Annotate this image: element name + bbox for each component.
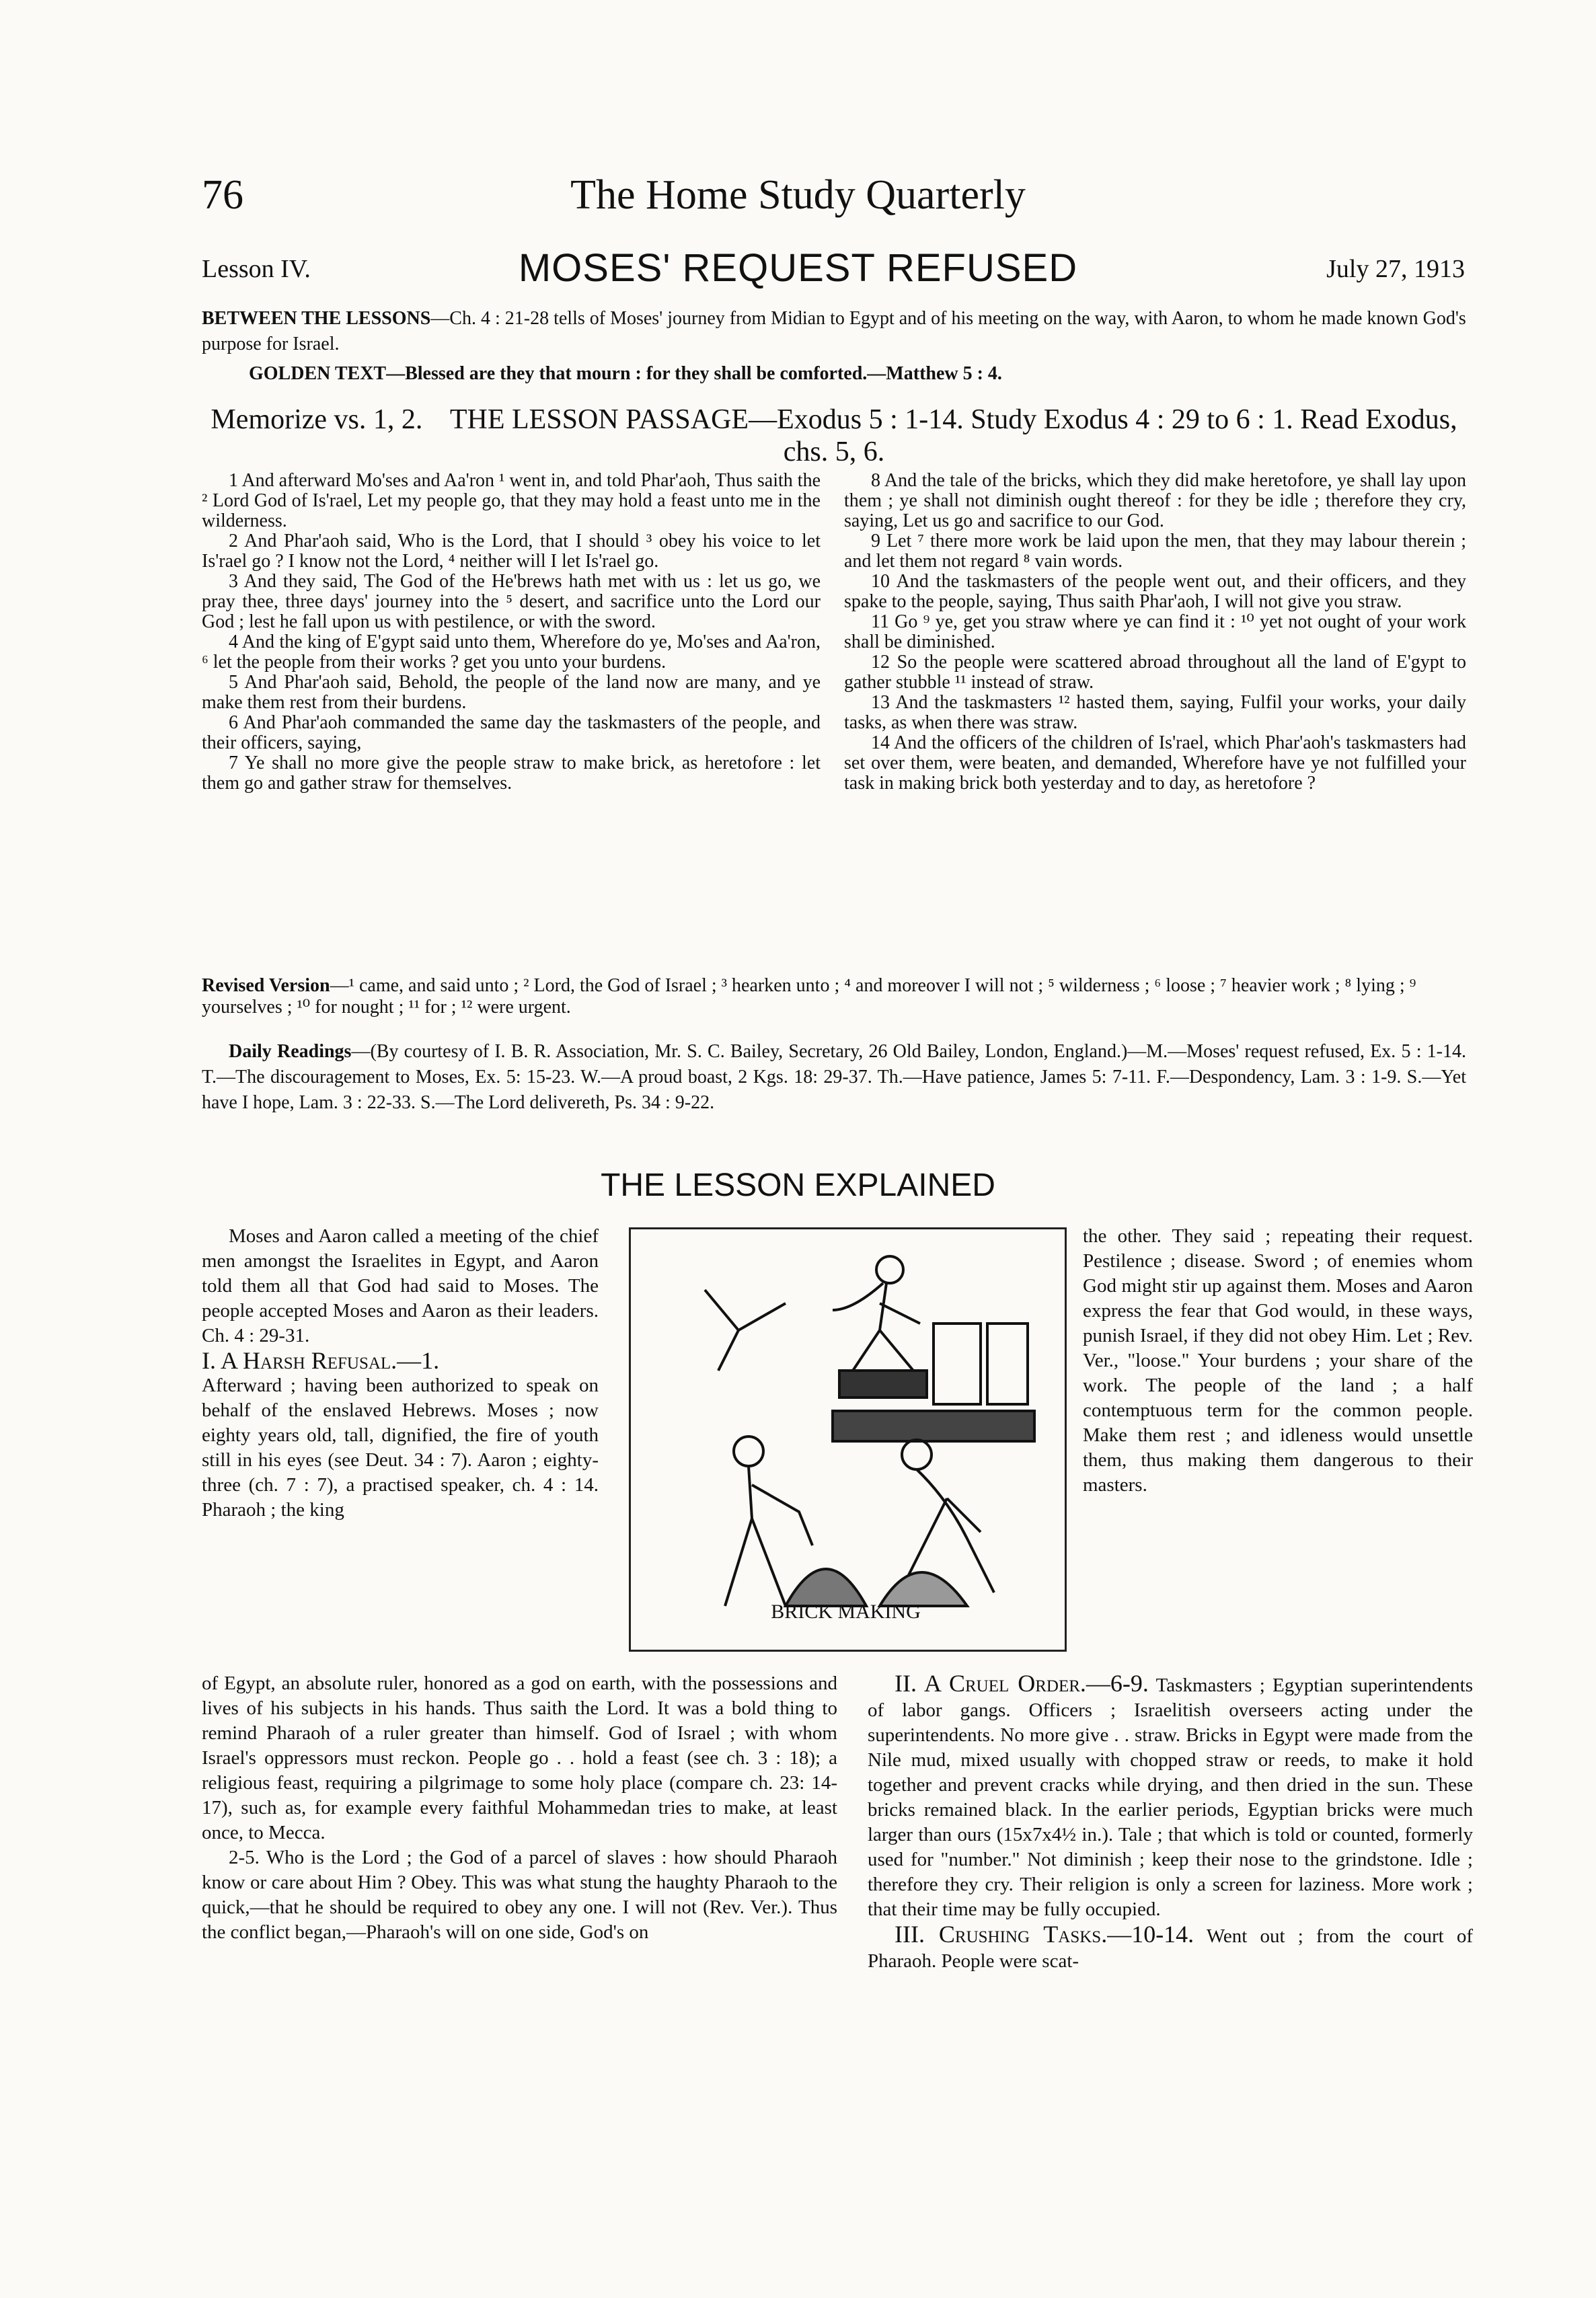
golden-body: —Blessed are they that mourn : for they shall be comforted.—Matthew 5 : 4. bbox=[386, 363, 1002, 384]
lesson-title: MOSES' REQUEST REFUSED bbox=[518, 246, 1078, 290]
section-text-1: Afterward ; having been authorized to speak on behalf of the enslaved Hebrews. Moses ; now eighty years old, tall, dignified, the fire of youth still in his eyes (see Deut. 34 : 7). Aaron ; eighty-three (ch. 7 : 7), a practised speaker, ch. 4 : 14. Pharaoh ; the king bbox=[202, 1375, 599, 1521]
right-column-text: the other. They said ; repeating their request. Pestilence ; disease. Sword ; of enemies whom God might stir up against them. Moses and Aaron express the fear that God would, in these ways, punish Israel, if they did not obey Him. Let ; Rev. Ver., "loose." Your burdens ; your share of the work. The people of the land ; a half contemptuous term for the common people. Make them rest ; and idleness would unsettle them, thus making them dangerous to their masters. bbox=[1083, 1225, 1473, 1496]
daily-label: Daily Readings bbox=[229, 1041, 352, 1062]
page-number: 76 bbox=[202, 172, 243, 218]
verse: 7 Ye shall no more give the people straw to make brick, as heretofore : let them go and gather straw for themselves. bbox=[202, 753, 821, 794]
verse: 5 And Phar'aoh said, Behold, the people of the land now are many, and ye make them rest from their burdens. bbox=[202, 672, 821, 713]
lesson-explained-heading: THE LESSON EXPLAINED bbox=[601, 1167, 995, 1203]
section-heading-1: I. A Harsh Refusal.—1. bbox=[202, 1347, 440, 1374]
verse: 8 And the tale of the bricks, which they did make heretofore, ye shall lay upon them ; ye shall not diminish ought thereof : for they be idle ; therefore they cry, saying, Let us go and sacrifice to our God. bbox=[844, 470, 1466, 531]
brick-stack bbox=[934, 1324, 981, 1404]
verse: 6 And Phar'aoh commanded the same day the taskmasters of the people, and their officers, saying, bbox=[202, 712, 821, 753]
lesson-number: Lesson IV. bbox=[202, 255, 311, 283]
brick-stack bbox=[987, 1324, 1028, 1404]
verse: 14 And the officers of the children of Is'rael, which Phar'aoh's taskmasters had set over them, were beaten, and demanded, Wherefore have ye not fulfilled your task in making brick both yesterday and to day, as heretofore ? bbox=[844, 732, 1466, 794]
revised-version-notes bbox=[202, 975, 1466, 1018]
brick-making-drawing bbox=[631, 1229, 1065, 1650]
verse: 10 And the taskmasters of the people went out, and their officers, and they spake to the people, saying, Thus saith Phar'aoh, I will not give you straw. bbox=[844, 571, 1466, 612]
lesson-date: July 27, 1913 bbox=[1326, 255, 1465, 283]
explained-right-column bbox=[1083, 1224, 1473, 1498]
between-lessons bbox=[202, 306, 1466, 357]
golden-text bbox=[249, 363, 1466, 385]
golden-label: GOLDEN TEXT bbox=[249, 363, 387, 384]
passage-title: THE LESSON PASSAGE bbox=[449, 404, 749, 435]
explained-bottom-left bbox=[202, 1671, 837, 1945]
verse: 11 Go ⁹ ye, get you straw where ye can find it : ¹⁰ yet not ought of your work shall be diminished. bbox=[844, 611, 1466, 652]
figure-caption: BRICK MAKING bbox=[771, 1601, 921, 1623]
verse: 2 And Phar'aoh said, Who is the Lord, that I should ³ obey his voice to let Is'rael go ? I know not the Lord, ⁴ neither will I let Is'rael go. bbox=[202, 531, 821, 572]
section-heading-3: III. Crushing Tasks.—10-14. bbox=[895, 1921, 1194, 1948]
verse: 4 And the king of E'gypt said unto them, Wherefore do ye, Mo'ses and Aa'ron, ⁶ let the people from their works ? get you unto your burdens. bbox=[202, 631, 821, 673]
explained-bottom-right bbox=[868, 1671, 1473, 1974]
verses-2-5-paragraph: 2-5. Who is the Lord ; the God of a parcel of slaves : how should Pharaoh know or care about Him ? Obey. This was what stung the haughty Pharaoh to the quick,—that he should be required to obey any one. I will not (Rev. Ver.). Thus the conflict began,—Pharaoh's will on one side, God's on bbox=[202, 1847, 837, 1943]
verse: 1 And afterward Mo'ses and Aa'ron ¹ went in, and told Phar'aoh, Thus saith the ² Lord God of Is'rael, Let my people go, that they may hold a feast unto me in the wilderness. bbox=[202, 470, 821, 531]
memorize-note: Memorize vs. 1, 2. bbox=[211, 404, 423, 435]
worker-head bbox=[734, 1437, 763, 1466]
daily-text: —(By courtesy of I. B. R. Association, Mr. S. C. Bailey, Secretary, 26 Old Bailey, London, England.)—M.—Moses' request refused, Ex. 5 : 1-14. T.—The discouragement to Moses, Ex. 5: 15-23. W.—A proud boast, 2 Kgs. 18: 29-37. Th.—Have patience, James 5: 7-11. F.—Despondency, Lam. 3 : 1-9. S.—Yet have I hope, Lam. 3 : 22-33. S.—The Lord delivereth, Ps. 34 : 9-22. bbox=[202, 1041, 1466, 1113]
hoe-tool-shape bbox=[705, 1290, 786, 1371]
daily-readings bbox=[202, 1039, 1466, 1116]
continued-paragraph: of Egypt, an absolute ruler, honored as a god on earth, with the possessions and lives of his subjects in his hands. Thus saith the Lord. It was a bold thing to remind Pharaoh of a ruler greater than himself. God of Israel ; with whom Israel's oppressors must reckon. People go . . hold a feast (see ch. 3 : 18); a religious feast, requiring a pilgrimage to some holy place (compare ch. 23: 14-17), such as, for example every faithful Mohammedan tries to make, at least once, to Mecca. bbox=[202, 1673, 837, 1843]
lesson-passage-heading bbox=[202, 404, 1466, 468]
brick-row bbox=[833, 1411, 1034, 1441]
running-title: The Home Study Quarterly bbox=[570, 172, 1026, 218]
explained-left-column bbox=[202, 1224, 599, 1523]
verse: 12 So the people were scattered abroad throughout all the land of E'gypt to gather stubble ¹¹ instead of straw. bbox=[844, 652, 1466, 693]
worker-head bbox=[902, 1440, 932, 1469]
section-heading-2: II. A Cruel Order.—6-9. bbox=[895, 1670, 1149, 1697]
verses-right-column bbox=[844, 471, 1466, 794]
brick-making-illustration bbox=[629, 1227, 1067, 1652]
verses-left-column bbox=[202, 471, 821, 794]
revised-label: Revised Version bbox=[202, 975, 330, 996]
revised-text: —¹ came, and said unto ; ² Lord, the God of Israel ; ³ hearken unto ; ⁴ and moreover I will not ; ⁵ wilderness ; ⁶ loose ; ⁷ heavier work ; ⁸ lying ; ⁹ yourselves ; ¹⁰ for nought ; ¹¹ for ; ¹² were urgent. bbox=[202, 975, 1416, 1018]
between-text: —Ch. 4 : 21-28 tells of Moses' journey from Midian to Egypt and of his meeting on the way, with Aaron, to whom he made known God's purpose for Israel. bbox=[202, 308, 1466, 354]
worker-head bbox=[876, 1256, 903, 1283]
verse: 9 Let ⁷ there more work be laid upon the men, that they may labour therein ; and let them not regard ⁸ vain words. bbox=[844, 531, 1466, 572]
between-label: BETWEEN THE LESSONS bbox=[202, 308, 431, 329]
verse: 3 And they said, The God of the He'brews hath met with us : let us go, we pray thee, three days' journey into the ⁵ desert, and sacrifice unto the Lord our God ; lest he fall upon us with pestilence, or with the sword. bbox=[202, 571, 821, 632]
brick-mould bbox=[839, 1371, 927, 1397]
section-text-3: Went out ; from the court of Pharaoh. People were scat- bbox=[868, 1925, 1474, 1972]
intro-paragraph: Moses and Aaron called a meeting of the chief men amongst the Israelites in Egypt, and Aaron told them all that God had said to Moses. The people accepted Moses and Aaron as their leaders. Ch. 4 : 29-31. bbox=[202, 1225, 599, 1346]
passage-reference: —Exodus 5 : 1-14. Study Exodus 4 : 29 to 6 : 1. Read Exodus, chs. 5, 6. bbox=[749, 404, 1457, 467]
section-text-2: Taskmasters ; Egyptian superintendents of labor gangs. Officers ; Israelitish overseers acting under the superintendents. No more give . . straw. Bricks in Egypt were made from the Nile mud, mixed usually with chopped straw or reeds, to make it hold together and prevent cracks while drying, and then dried in the sun. These bricks remained black. In the earlier periods, Egyptian bricks were much larger than ours (15x7x4½ in.). Tale ; that which is told or counted, formerly used for "number." Not diminish ; keep their nose to the grindstone. Idle ; therefore they cry. Their religion is only a screen for laziness. More work ; that their time may be fully occupied. bbox=[868, 1675, 1473, 1920]
verse: 13 And the taskmasters ¹² hasted them, saying, Fulfil your works, your daily tasks, as when there was straw. bbox=[844, 692, 1466, 733]
worker-body bbox=[833, 1283, 920, 1371]
